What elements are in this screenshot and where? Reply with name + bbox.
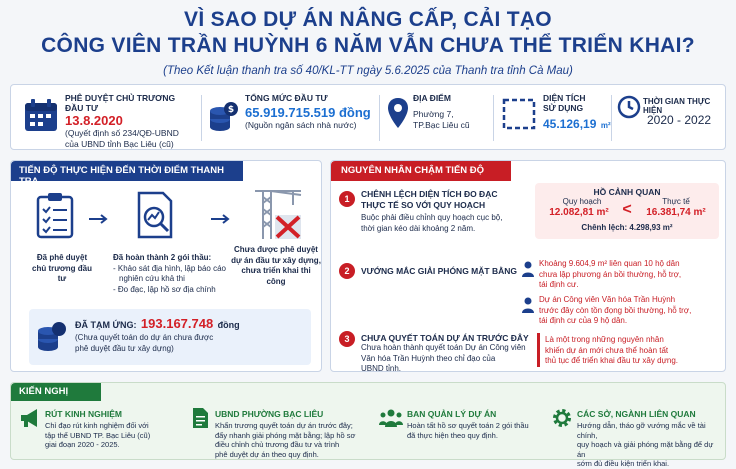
location-label: ĐỊA ĐIỂM	[413, 93, 451, 103]
document-icon	[191, 407, 209, 429]
cause2-p2-a: Dự án Công viên Văn hóa Trần Huỳnh	[539, 295, 676, 304]
rec3-text-1: Hoàn tất hồ sơ quyết toán 2 gói thầu	[407, 421, 529, 430]
cause1-text-1: Buộc phải điều chỉnh quy hoạch cục bộ,	[361, 213, 503, 222]
calendar-icon	[23, 97, 59, 133]
investment-note: (Nguồn ngân sách nhà nước)	[245, 120, 357, 130]
progress-panel	[10, 160, 322, 372]
rec2-text-3: điều chỉnh chủ trương đầu tư và trình	[215, 440, 340, 449]
cause3-text-2: Văn hóa Trần Huỳnh theo chỉ đạo của	[361, 353, 496, 363]
area-label-2: SỬ DỤNG	[543, 103, 584, 113]
rec2-text-4: phê duyệt dự án theo quy định.	[215, 449, 319, 459]
arrow-right-icon	[211, 213, 231, 225]
cause-number-1: 1	[339, 191, 355, 207]
advance-value: 193.167.748	[140, 316, 214, 331]
rec1-title: RÚT KINH NGHIỆM	[45, 409, 122, 419]
location-line-1: Phường 7,	[413, 109, 454, 119]
investment-value: 65.919.715.519 đồng	[245, 105, 371, 120]
approval-label: PHÊ DUYỆT CHỦ TRƯƠNG ĐẦU TƯ	[65, 93, 176, 113]
rec1-text-1: Chỉ đạo rút kinh nghiệm đối với	[45, 421, 149, 430]
coins-icon	[37, 321, 67, 353]
info-bar	[10, 84, 726, 150]
rec4-title: CÁC SỞ, NGÀNH LIÊN QUAN	[577, 409, 696, 419]
landscape-lake-box	[535, 183, 719, 239]
gear-icon	[551, 407, 573, 429]
cause-number-2: 2	[339, 263, 355, 279]
rec4-text-2: quy hoạch và giải phóng mặt bằng để dự án	[577, 440, 714, 459]
cause1-title-1: CHÊNH LỆCH DIỆN TÍCH ĐO ĐẠC	[361, 189, 498, 199]
cause3-text-3: UBND tỉnh.	[361, 364, 402, 373]
advance-note-1: (Chưa quyết toán do dự án chưa được	[75, 333, 214, 342]
team-icon	[379, 409, 403, 427]
time-value: 2020 - 2022	[647, 113, 712, 127]
land-real-value: 16.381,74 m²	[646, 207, 706, 218]
rec1-text-3: giai đoạn 2020 - 2025.	[45, 440, 120, 449]
step2-bullet1a: - Khảo sát địa hình, lập báo cáo	[113, 263, 226, 273]
causes-heading: NGUYÊN NHÂN CHẬM TIẾN ĐỘ	[331, 161, 511, 181]
step3-line3: chưa triển khai thi công	[241, 266, 311, 286]
page-title-line1: VÌ SAO DỰ ÁN NÂNG CẤP, CẢI TẠO	[184, 8, 552, 31]
page-subtitle: (Theo Kết luận thanh tra số 40/KL-TT ngày 5.6.2025 của Thanh tra tỉnh Cà Mau)	[163, 65, 573, 77]
recommendations-heading: KIẾN NGHỊ	[11, 383, 101, 401]
advance-note-2: phê duyệt đầu tư xây dựng)	[75, 343, 174, 353]
rec1-text-2: tập thể UBND TP. Bạc Liêu (cũ)	[45, 430, 151, 440]
step2-title: Đã hoàn thành 2 gói thầu:	[113, 253, 212, 262]
cause3-note-3: thủ tục để triển khai đầu tư xây dựng.	[545, 356, 679, 365]
step1-line2: chủ trương đầu tư	[32, 263, 92, 283]
step3-line1: Chưa được phê duyệt	[234, 245, 318, 254]
location-line-2: TP.Bạc Liêu cũ	[413, 120, 470, 130]
cause2-p2-b: trước đây còn tồn đọng bồi thường, hỗ trợ,	[539, 305, 692, 315]
progress-heading: TIẾN ĐỘ THỰC HIỆN ĐẾN THỜI ĐIỂM THANH TRA	[11, 161, 243, 181]
area-label-1: DIỆN TÍCH	[543, 93, 586, 103]
clock-icon	[617, 95, 641, 119]
advance-box	[29, 309, 311, 365]
construction-crane-icon	[249, 185, 305, 241]
advance-unit: đồng	[217, 320, 240, 330]
advance-label: ĐÃ TẠM ỨNG:	[75, 320, 137, 330]
rec3-text-2: đã thực hiện theo quy định.	[407, 430, 498, 440]
land-plan-value: 12.082,81 m²	[549, 207, 609, 218]
cause2-p2-c: tái định cư của 9 hộ dân.	[539, 316, 628, 325]
time-label: THỜI GIAN THỰC HIỆN	[643, 97, 711, 115]
rec4-text-1: Hướng dẫn, tháo gỡ vướng mắc về tài chính,	[577, 421, 706, 440]
coins-icon	[209, 99, 239, 133]
megaphone-icon	[19, 407, 41, 429]
land-difference: Chênh lệch: 4.298,93 m²	[581, 223, 673, 232]
clipboard-checklist-icon	[35, 191, 75, 239]
step2-bullet1b: nghiên cứu khả thi	[119, 274, 185, 283]
cause3-text-1: Chưa hoàn thành quyết toán Dự án Công viên	[361, 343, 526, 352]
page-title-line2: CÔNG VIÊN TRẦN HUỲNH 6 NĂM VẪN CHƯA THỂ TRIỂN KHAI?	[41, 34, 695, 57]
area-value: 45.126,19	[543, 117, 597, 131]
land-compare-sign: <	[622, 201, 632, 218]
report-chart-icon	[135, 191, 175, 239]
cause2-p1-c: tái định cư.	[539, 280, 579, 289]
cause2-p1-a: Khoảng 9.604,9 m² liên quan 10 hộ dân	[539, 259, 680, 268]
cause3-title: CHƯA QUYẾT TOÁN DỰ ÁN TRƯỚC ĐÂY	[361, 333, 529, 343]
land-real-label: Thực tế	[662, 197, 690, 206]
cause1-text-2: thời gian kéo dài khoảng 2 năm.	[361, 223, 476, 233]
step3-line2: dự án đầu tư xây dựng,	[231, 255, 321, 265]
investment-label: TỔNG MỨC ĐẦU TƯ	[245, 93, 328, 103]
person-icon	[521, 261, 535, 277]
cause2-p1-b: chưa lập phương án bồi thường, hỗ trợ,	[539, 269, 682, 279]
person-icon	[521, 297, 535, 313]
recommendations-panel	[10, 382, 726, 468]
approval-date: 13.8.2020	[65, 113, 123, 128]
rec2-text-1: Khẩn trương quyết toán dự án trước đây;	[215, 421, 353, 430]
cause3-note-1: Là một trong những nguyên nhân	[545, 335, 664, 344]
arrow-right-icon	[89, 213, 109, 225]
rec3-title: BAN QUẢN LÝ DỰ ÁN	[407, 409, 497, 419]
causes-panel	[330, 160, 726, 372]
approval-note-1: (Quyết định số 234/QĐ-UBND	[65, 128, 179, 138]
land-title: HỒ CẢNH QUAN	[593, 187, 661, 197]
cause1-title-2: THỰC TẾ SO VỚI QUY HOẠCH	[361, 200, 486, 210]
cause-number-3: 3	[339, 331, 355, 347]
land-plan-label: Quy hoạch	[562, 197, 602, 206]
cause3-note-2: khiến dự án mới chưa thể hoàn tất	[545, 345, 669, 355]
rec4-text-3: sớm đủ điều kiện triển khai.	[577, 459, 670, 468]
location-pin-icon	[387, 97, 409, 129]
area-unit: m²	[600, 121, 611, 130]
rec2-title: UBND PHƯỜNG BẠC LIÊU	[215, 409, 324, 419]
approval-note-2: của UBND tỉnh Bạc Liêu (cũ)	[65, 139, 174, 149]
step1-line1: Đã phê duyệt	[36, 253, 88, 262]
rec2-text-2: đẩy nhanh giải phóng mặt bằng; lập hồ sơ	[215, 430, 356, 440]
svg-text:$: $	[227, 105, 235, 115]
cause2-title: VƯỚNG MẮC GIẢI PHÓNG MẶT BẰNG	[361, 266, 517, 276]
step2-bullet2: - Đo đạc, lập hồ sơ địa chính	[113, 284, 216, 294]
area-icon	[501, 97, 537, 131]
